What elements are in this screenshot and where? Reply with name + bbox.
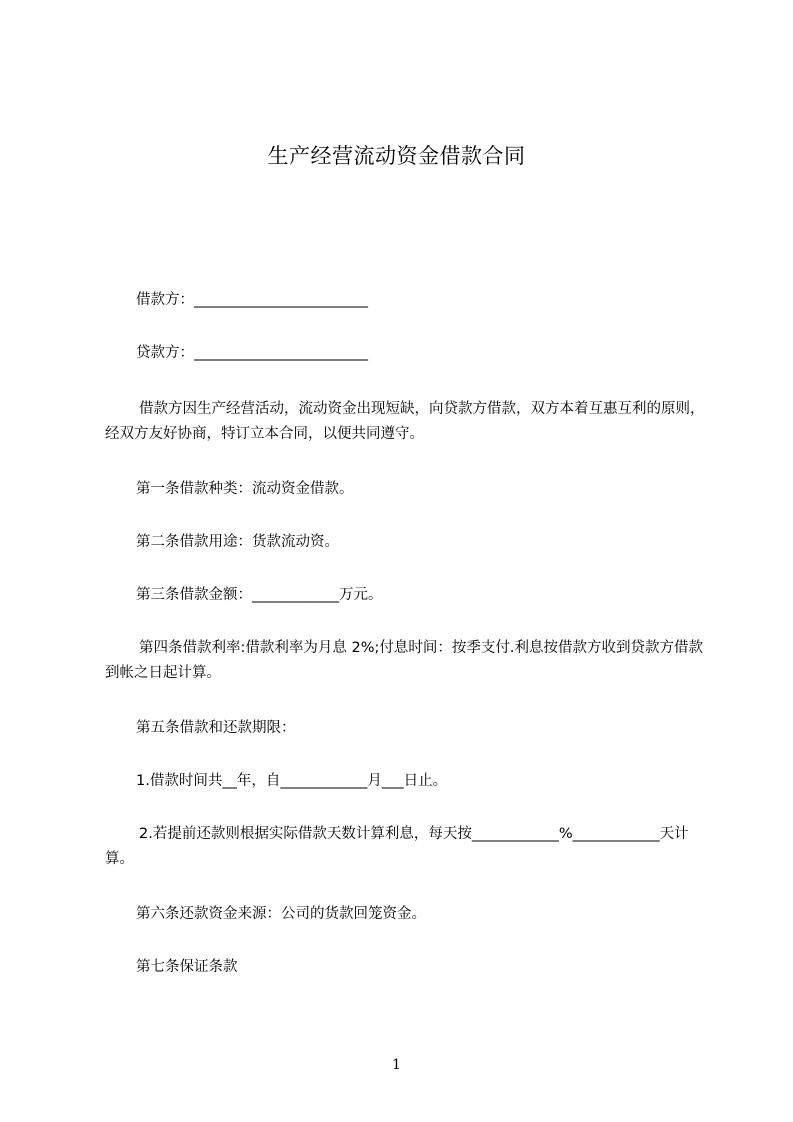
borrower-line: 借款方：________________________ (136, 292, 368, 308)
article-5: 第五条借款和还款期限： (136, 720, 296, 736)
article-6: 第六条还款资金来源：公司的货款回笼资金。 (136, 906, 426, 922)
clause-5-2: 2.若提前还款则根据实际借款天数计算利息，每天按____________%____________天计算。 (105, 826, 689, 867)
article-7: 第七条保证条款 (136, 959, 238, 975)
clause-5-1: 1.借款时间共__年，自____________月___日止。 (136, 773, 448, 789)
article-2: 第二条借款用途：货款流动资。 (136, 534, 339, 550)
preamble-paragraph: 借款方因生产经营活动，流动资金出现短缺，向贷款方借款，双方本着互惠互利的原则，经双方友好协商，特订立本合同，以便共同遵守。 (105, 401, 705, 442)
article-4: 第四条借款利率:借款利率为月息 2%;付息时间：按季支付.利息按借款方收到贷款方借款到帐之日起计算。 (105, 640, 703, 681)
article-1: 第一条借款种类：流动资金借款。 (136, 481, 354, 497)
article-3: 第三条借款金额：____________万元。 (136, 587, 383, 603)
page-number: 1 (392, 1057, 401, 1073)
document-title: 生产经营流动资金借款合同 (267, 144, 526, 168)
lender-line: 贷款方：________________________ (136, 345, 368, 361)
